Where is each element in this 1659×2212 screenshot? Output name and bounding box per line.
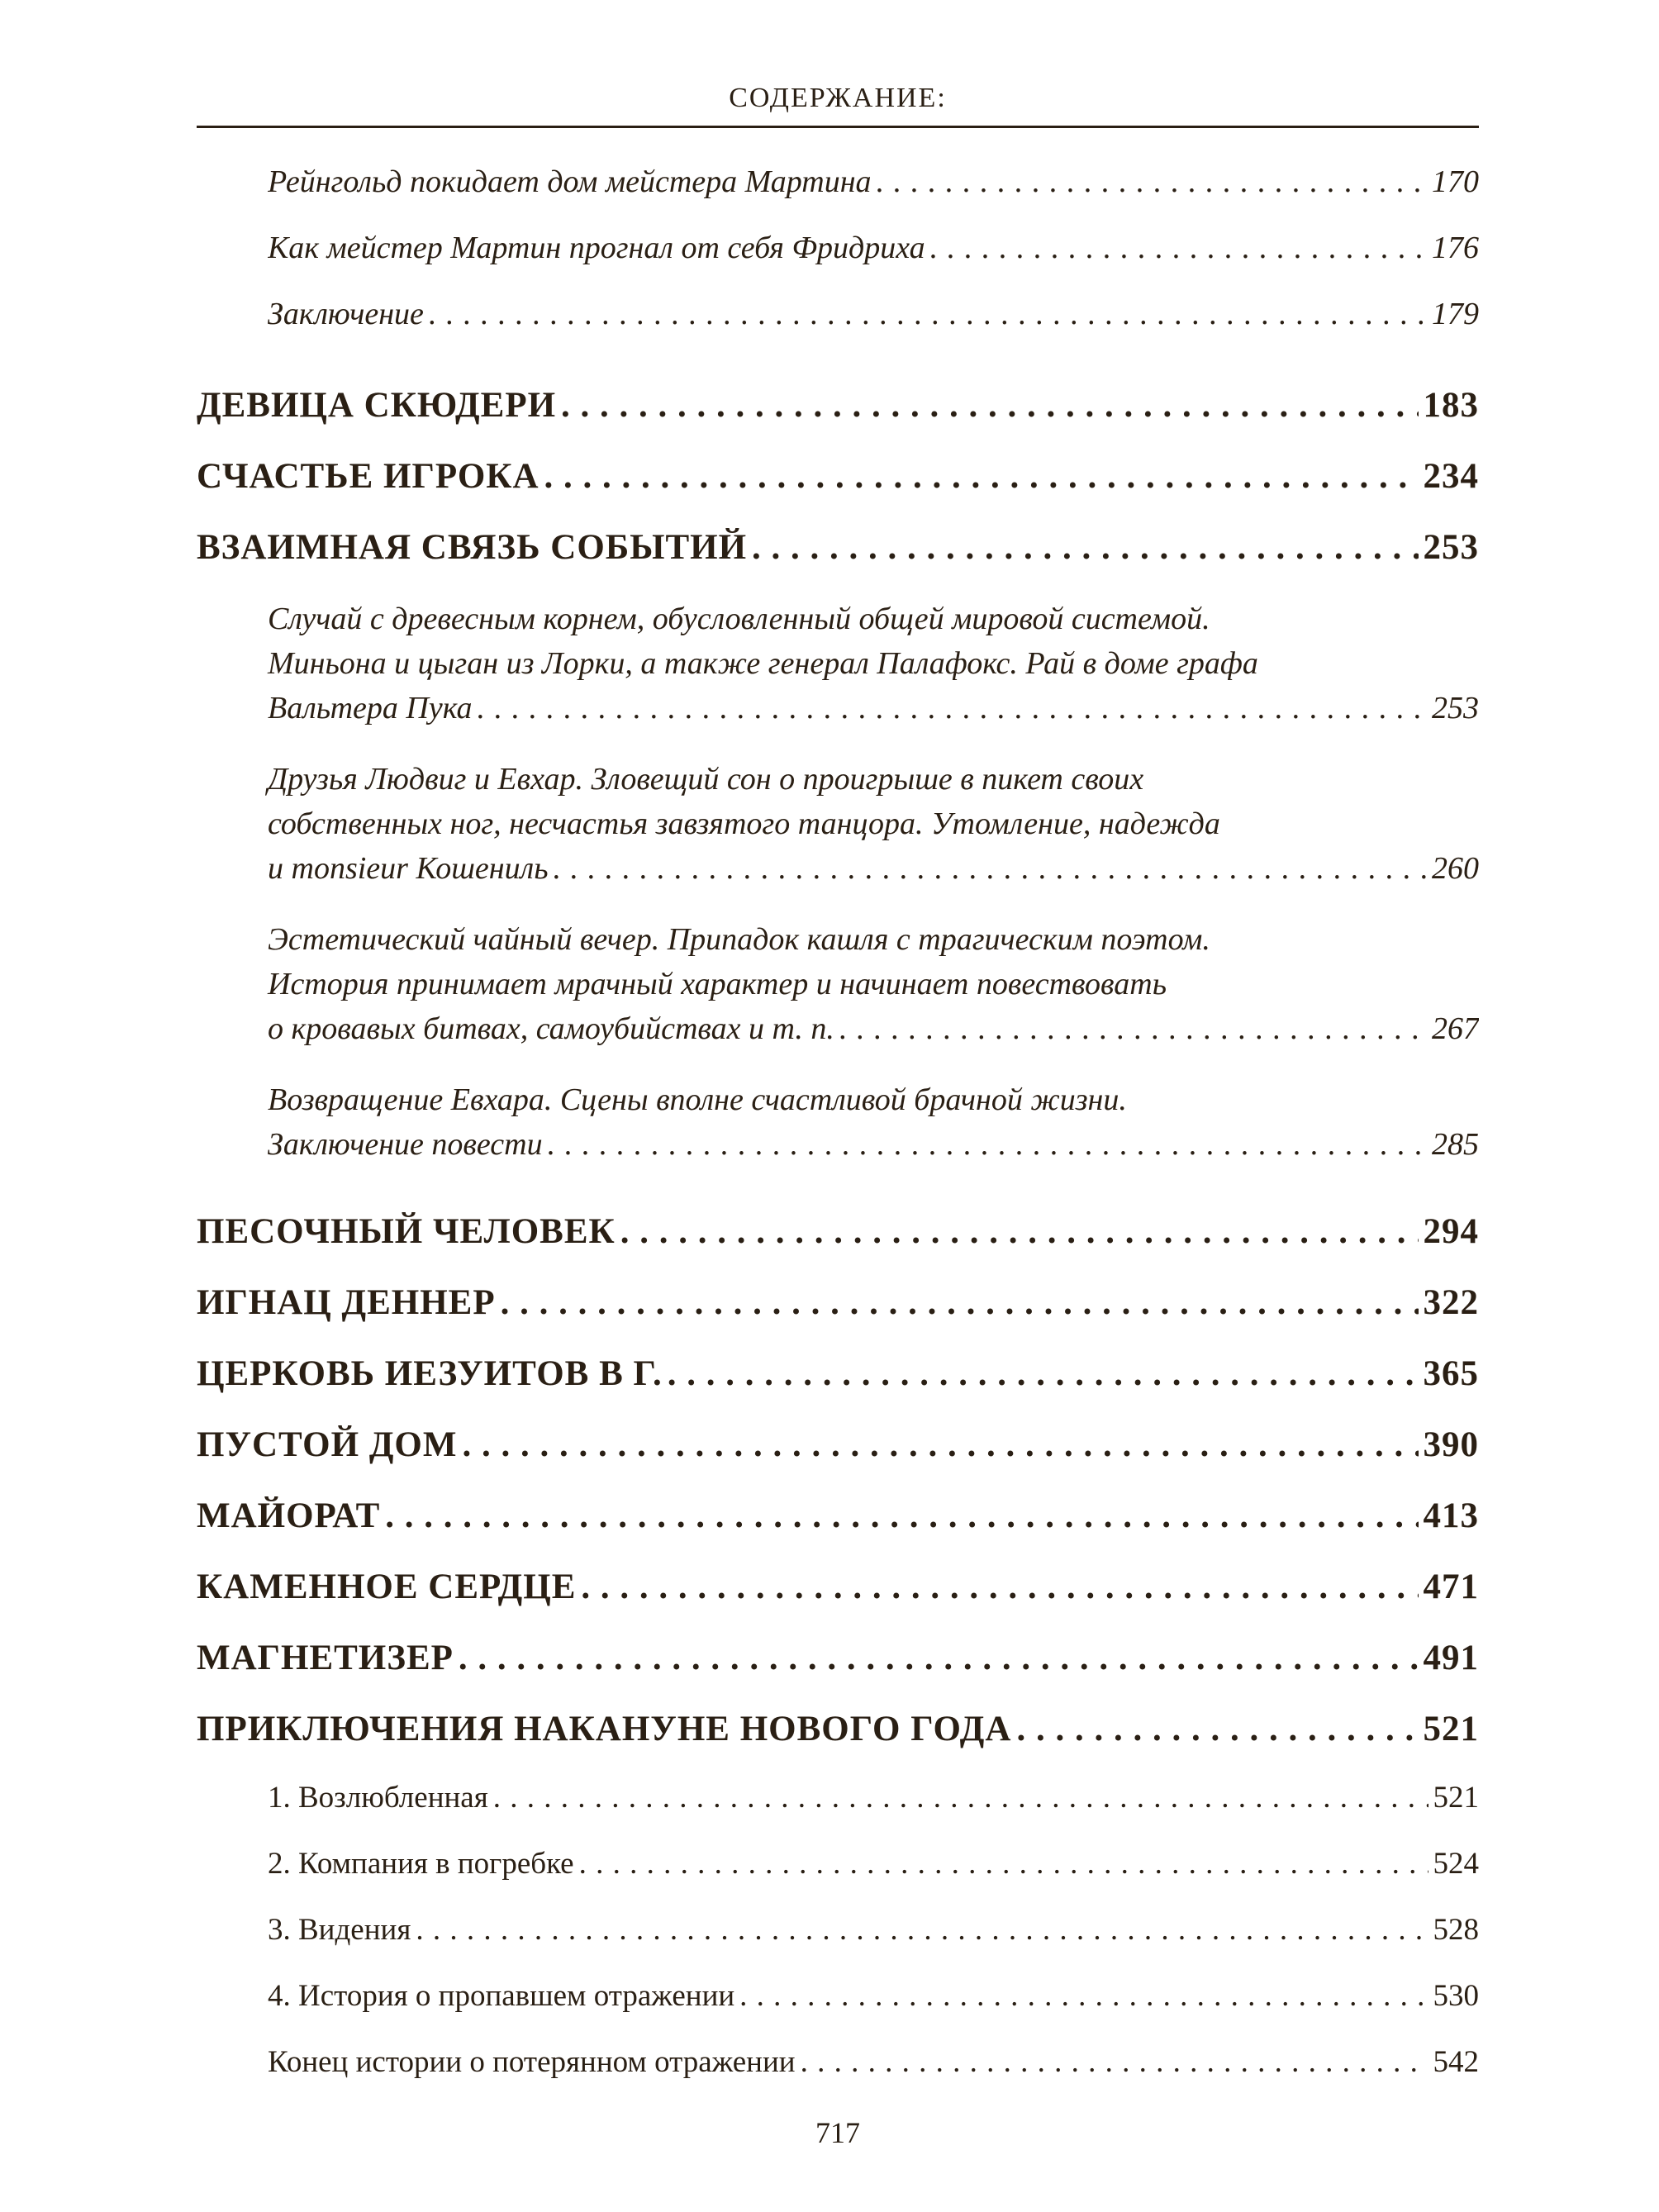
leader-dots: [478, 686, 1427, 730]
toc-entry-gambler: [197, 456, 1479, 497]
toc-entry-majorat: [197, 1496, 1479, 1536]
leader-dots: [501, 1282, 1419, 1323]
entry-title: ВЗАИМНАЯ СВЯЗЬ СОБЫТИЙ: [197, 528, 748, 567]
leader-dots: [385, 1496, 1418, 1536]
entry-title: 4. История о пропавшем отражении: [268, 1979, 735, 2013]
entry-page: 521: [1423, 1710, 1479, 1748]
toc-entry-stone-heart: [197, 1567, 1479, 1607]
leader-dots: [429, 296, 1427, 332]
leader-dots: [548, 1122, 1427, 1167]
entry-title: 3. Видения: [268, 1913, 411, 1947]
entry-title: Заключение повести: [268, 1127, 543, 1162]
entry-title: ДЕВИЦА СКЮДЕРИ: [197, 386, 557, 425]
toc-entry-chapter-2: [268, 1846, 1479, 1881]
entry-title: о кровавых битвах, самоубийствах и т. п.: [268, 1011, 834, 1046]
entry-title: 1. Возлюбленная: [268, 1781, 488, 1815]
leader-dots: [877, 164, 1427, 200]
toc-entry-reinhold: [268, 164, 1479, 200]
leader-dots: [554, 846, 1428, 891]
entry-line: собственных ног, несчастья завзятого танцора. Утомление, надежда: [268, 806, 1220, 841]
entry-line: Миньона и цыган из Лорки, а также генерал Палафокс. Рай в доме графа: [268, 646, 1258, 681]
leader-dots: [839, 1006, 1427, 1051]
toc-entry-chapter-3: [268, 1912, 1479, 1948]
toc-entry-denner: [197, 1282, 1479, 1323]
entry-page: 530: [1433, 1979, 1479, 2013]
toc-entry-tea: [268, 917, 1479, 1051]
toc-entry-scuderi: [197, 385, 1479, 426]
entry-page: 179: [1432, 297, 1479, 331]
entry-page: 260: [1432, 851, 1479, 886]
entry-title: Вальтера Пука: [268, 691, 473, 725]
entry-title: 2. Компания в погребке: [268, 1847, 574, 1881]
entry-title: ПУСТОЙ ДОМ: [197, 1425, 458, 1464]
toc-entry-ending: [268, 2044, 1479, 2080]
entry-page: 253: [1432, 691, 1479, 725]
header-rule: [197, 126, 1479, 128]
leader-dots: [459, 1638, 1419, 1678]
toc-entry-return: [268, 1077, 1479, 1167]
entry-title: и monsieur Кошениль: [268, 851, 549, 886]
entry-page: 528: [1433, 1913, 1479, 1947]
toc-entry-ludwig: [268, 757, 1479, 891]
entry-title: МАГНЕТИЗЕР: [197, 1639, 454, 1677]
leader-dots: [493, 1780, 1428, 1815]
toc-page: [197, 0, 1479, 2212]
toc-entry-new-year: [197, 1709, 1479, 1749]
toc-entry-root: [268, 597, 1479, 730]
entry-page: 170: [1432, 164, 1479, 199]
entry-page: 521: [1433, 1781, 1479, 1815]
toc-entry-chapter-4: [268, 1978, 1479, 2014]
leader-dots: [739, 1978, 1428, 2014]
entry-title: ИГНАЦ ДЕННЕР: [197, 1283, 496, 1322]
entry-line: Эстетический чайный вечер. Припадок кашля с трагическим поэтом.: [268, 922, 1210, 957]
entry-page: 285: [1432, 1127, 1479, 1162]
page-number: 717: [815, 2116, 860, 2149]
entry-page: 322: [1423, 1283, 1479, 1322]
leader-dots: [462, 1425, 1418, 1465]
entry-title: ЦЕРКОВЬ ИЕЗУИТОВ В Г.: [197, 1354, 663, 1393]
entry-page: 365: [1423, 1354, 1479, 1393]
toc-entry-magnetizer: [197, 1638, 1479, 1678]
entry-title: Рейнгольд покидает дом мейстера Мартина: [268, 164, 872, 199]
entry-title: Конец истории о потерянном отражении: [268, 2045, 796, 2079]
toc-entry-sandman: [197, 1211, 1479, 1252]
entry-page: 413: [1423, 1496, 1479, 1535]
entry-page: 267: [1432, 1011, 1479, 1046]
entry-title: ПЕСОЧНЫЙ ЧЕЛОВЕК: [197, 1212, 616, 1251]
toc-entry-connection: [197, 527, 1479, 568]
entry-page: 471: [1423, 1567, 1479, 1606]
entry-title: КАМЕННОЕ СЕРДЦЕ: [197, 1567, 577, 1606]
entry-title: МАЙОРАТ: [197, 1496, 381, 1535]
entry-page: 234: [1423, 457, 1479, 496]
toc-entry-jesuit: [197, 1353, 1479, 1394]
leader-dots: [1016, 1709, 1418, 1749]
leader-dots: [579, 1846, 1428, 1881]
leader-dots: [544, 456, 1419, 497]
leader-dots: [620, 1211, 1419, 1252]
leader-dots: [581, 1567, 1418, 1607]
entry-line: Случай с древесным корнем, обусловленный общей мировой системой.: [268, 602, 1210, 636]
toc-entry-chapter-1: [268, 1780, 1479, 1815]
entry-page: 253: [1423, 528, 1479, 567]
entry-title: ПРИКЛЮЧЕНИЯ НАКАНУНЕ НОВОГО ГОДА: [197, 1710, 1012, 1748]
toc-entry-empty-house: [197, 1425, 1479, 1465]
entry-page: 542: [1433, 2045, 1479, 2079]
entry-page: 176: [1432, 231, 1479, 265]
leader-dots: [752, 527, 1418, 568]
entry-line: Друзья Людвиг и Евхар. Зловещий сон о проигрыше в пикет своих: [268, 762, 1144, 797]
entry-page: 491: [1423, 1639, 1479, 1677]
entry-title: Заключение: [268, 297, 424, 331]
entry-page: 390: [1423, 1425, 1479, 1464]
toc-entry-friedrich: [268, 230, 1479, 266]
leader-dots: [930, 230, 1427, 266]
entry-page: 294: [1423, 1212, 1479, 1251]
running-header: СОДЕРЖАНИЕ:: [729, 83, 947, 113]
leader-dots: [561, 385, 1418, 426]
entry-page: 183: [1423, 386, 1479, 425]
toc-entry-conclusion: [268, 296, 1479, 332]
entry-page: 524: [1433, 1847, 1479, 1881]
entry-title: Как мейстер Мартин прогнал от себя Фридриха: [268, 231, 925, 265]
leader-dots: [416, 1912, 1428, 1948]
leader-dots: [668, 1353, 1419, 1394]
entry-title: СЧАСТЬЕ ИГРОКА: [197, 457, 540, 496]
leader-dots: [801, 2044, 1428, 2080]
entry-line: Возвращение Евхара. Сцены вполне счастливой брачной жизни.: [268, 1082, 1127, 1117]
entry-line: История принимает мрачный характер и начинает повествовать: [268, 967, 1167, 1001]
